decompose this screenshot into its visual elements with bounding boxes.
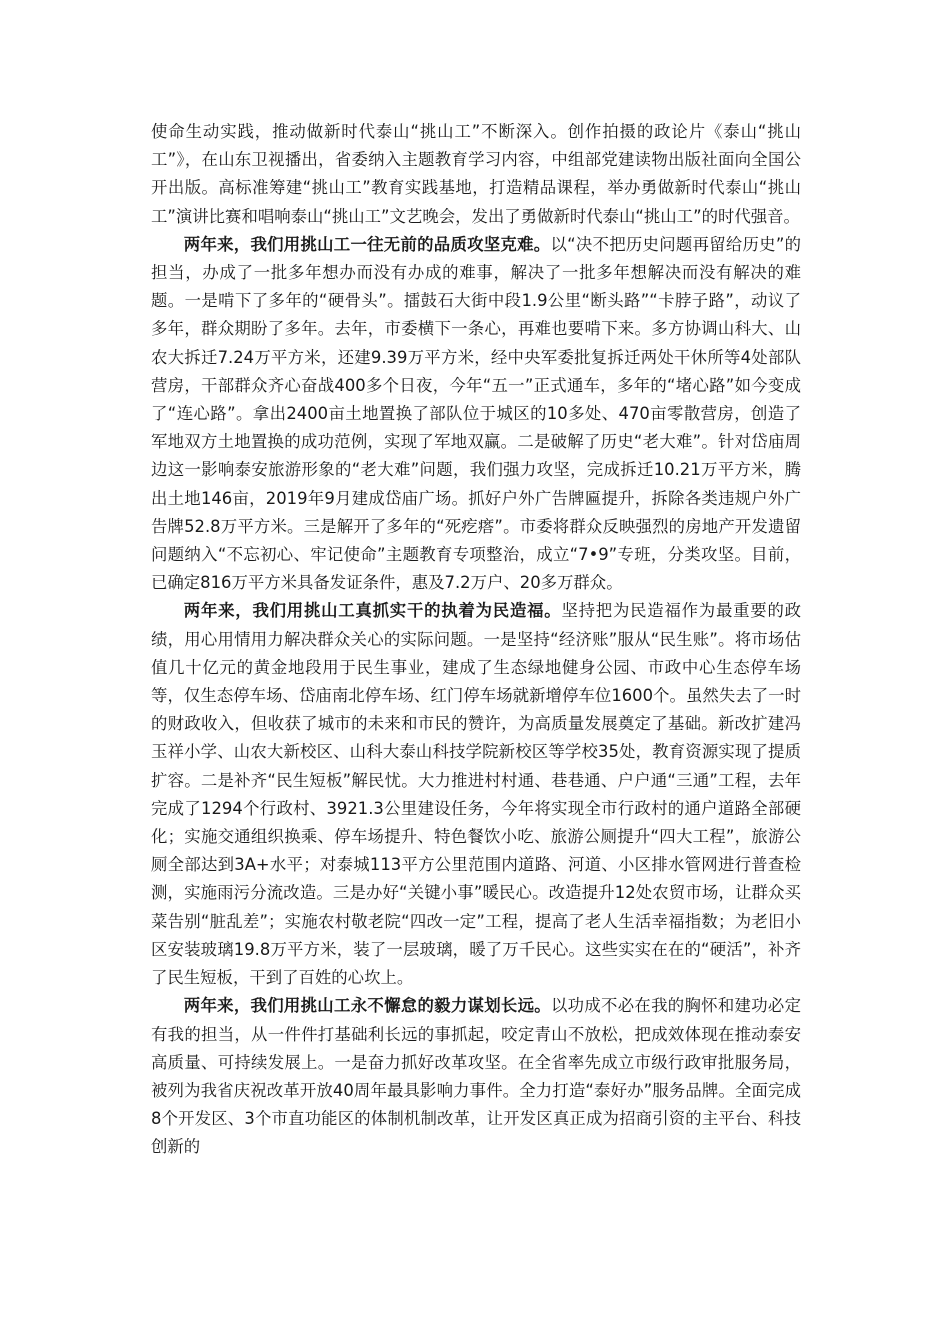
paragraph-lead: 两年来，我们用挑山工永不懈怠的毅力谋划长远。 — [183, 996, 551, 1016]
paragraph-people-welfare — [151, 597, 801, 992]
paragraph-quality-tackling — [151, 231, 801, 598]
paragraph-text: 使命生动实践，推动做新时代泰山“挑山工”不断深入。创作拍摄的政论片《泰山“挑山工”》，在山东卫视播出，省委纳入主题教育学习内容，中组部党建读物出版社面向全国公开出版。高标准筹建“挑山工”教育实践基地，打造精品课程，举办勇做新时代泰山“挑山工”演讲比赛和唱响泰山“挑山工”文艺晚会，发出了勇做新时代泰山“挑山工”的时代强音。 — [151, 122, 801, 226]
paragraph-text: 以功成不必在我的胸怀和建功必定有我的担当，从一件件打基础利长远的事抓起，咬定青山不放松，把成效体现在推动泰安高质量、可持续发展上。一是奋力抓好改革攻坚。在全省率先成立市级行政审批服务局，被列为我省庆祝改革开放40周年最具影响力事件。全力打造“泰好办”服务品牌。全面完成8个开发区、3个市直功能区的体制机制改革，让开发区真正成为招商引资的主平台、科技创新的 — [151, 996, 802, 1157]
paragraph-text: 以“决不把历史问题再留给历史”的担当，办成了一批多年想办而没有办成的难事，解决了一批多年想解决而没有解决的难题。一是啃下了多年的“硬骨头”。擂鼓石大街中段1.9公里“断头路”“卡脖子路”，动议了多年，群众期盼了多年。去年，市委横下一条心，再难也要啃下来。多方协调山科大、山农大拆迁7.24万平方米，还建9.39万平方米，经中央军委批复拆迁两处干休所等4处部队营房，干部群众齐心奋战400多个日夜，今年“五一”正式通车，多年的“堵心路”如今变成了“连心路”。拿出2400亩土地置换了部队位于城区的10多处、470亩零散营房，创造了军地双方土地置换的成功范例，实现了军地双赢。二是破解了历史“老大难”。针对岱庙周边这一影响泰安旅游形象的“老大难”问题，我们强力攻坚，完成拆迁10.21万平方米，腾出土地146亩，2019年9月建成岱庙广场。抓好户外广告牌匾提升，拆除各类违规户外广告牌52.8万平方米。三是解开了多年的“死疙瘩”。市委将群众反映强烈的房地产开发遗留问题纳入“不忘初心、牢记使命”主题教育专项整治，成立“7•9”专班，分类攻坚。目前，已确定816万平方米具备发证条件，惠及7.2万户、20多万群众。 — [151, 234, 802, 593]
paragraph-lead: 两年来，我们用挑山工一往无前的品质攻坚克难。 — [183, 234, 551, 254]
paragraph-long-term-planning — [151, 992, 801, 1161]
paragraph-text: 坚持把为民造福作为最重要的政绩，用心用情用力解决群众关心的实际问题。一是坚持“经济账”服从“民生账”。将市场估值几十亿元的黄金地段用于民生事业，建成了生态绿地健身公园、市政中心生态停车场等，仅生态停车场、岱庙南北停车场、红门停车场就新增停车位1600个。虽然失去了一时的财政收入，但收获了城市的未来和市民的赞许，为高质量发展奠定了基础。新改扩建冯玉祥小学、山农大新校区、山科大泰山科技学院新校区等学校35处，教育资源实现了提质扩容。二是补齐“民生短板”解民忧。大力推进村村通、巷巷通、户户通“三通”工程，去年完成了1294个行政村、3921.3公里建设任务，今年将实现全市行政村的通户道路全部硬化；实施交通组织换乘、停车场提升、特色餐饮小吃、旅游公厕提升“四大工程”，旅游公厕全部达到3A+水平；对泰城113平方公里范围内道路、河道、小区排水管网进行普查检测，实施雨污分流改造。三是办好“关键小事”暖民心。改造提升12处农贸市场，让群众买菜告别“脏乱差”；实施农村敬老院“四改一定”工程，提高了老人生活幸福指数；为老旧小区安装玻璃19.8万平方米，装了一层玻璃，暖了万千民心。这些实实在在的“硬活”，补齐了民生短板，干到了百姓的心坎上。 — [151, 601, 802, 988]
document-page — [151, 118, 801, 1162]
paragraph-lead: 两年来，我们用挑山工真抓实干的执着为民造福。 — [183, 601, 562, 621]
paragraph-continuation — [151, 118, 801, 231]
